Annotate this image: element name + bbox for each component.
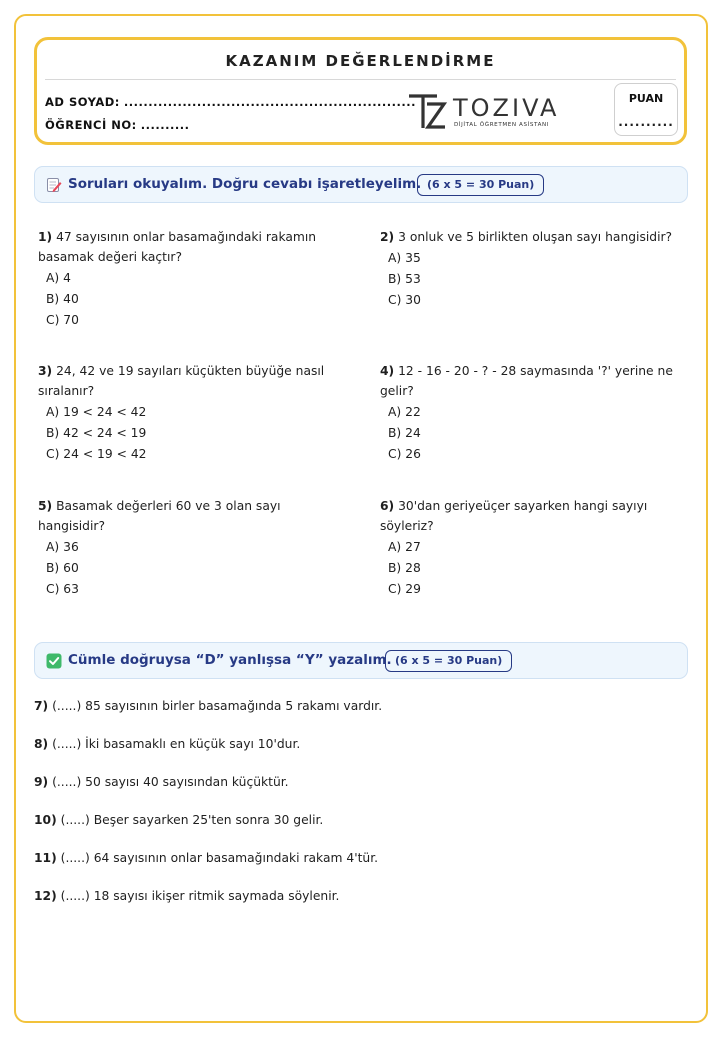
question-text: 30'dan geriyeüçer sayarken hangi sayıyı söyleriz? [380,499,648,533]
statement-text: (.....) 50 sayısı 40 sayısından küçüktür. [48,775,289,789]
option-b[interactable]: B) 42 < 24 < 19 [46,426,147,440]
note-pencil-icon [46,177,62,193]
option-b[interactable]: B) 28 [388,561,421,575]
question-text: 24, 42 ve 19 sayıları küçükten büyüğe nasıl sıralanır? [38,364,325,398]
question-3 [38,361,348,464]
option-c[interactable]: C) 70 [46,313,79,327]
score-label: PUAN [628,92,664,105]
statement-text: (.....) Beşer sayarken 25'ten sonra 30 gelir. [56,813,324,827]
option-c[interactable]: C) 63 [46,582,79,596]
option-b[interactable]: B) 24 [388,426,421,440]
question-number: 5) [38,499,53,513]
question-text: 47 sayısının onlar basamağındaki rakamın basamak değeri kaçtır? [38,230,317,264]
statement-9[interactable] [34,775,289,789]
question-number: 1) [38,230,53,244]
option-c[interactable]: C) 24 < 19 < 42 [46,447,147,461]
question-4 [380,361,690,464]
score-box[interactable] [614,83,678,136]
question-text: Basamak değerleri 60 ve 3 olan sayı hangisidir? [38,499,281,533]
logo-name: TOZIVA [453,94,560,122]
header-divider [45,79,676,80]
logo-subtitle: DİJİTAL ÖĞRETMEN ASİSTANI [454,122,550,128]
option-a[interactable]: A) 36 [46,540,79,554]
section-multiple-choice [34,166,688,203]
statement-number: 10) [34,813,57,827]
question-number: 3) [38,364,53,378]
statement-text: (.....) İki basamaklı en küçük sayı 10'dur. [48,737,301,751]
statement-text: (.....) 64 sayısının onlar basamağındaki rakam 4'tür. [56,851,379,865]
student-number-dots: .......... [140,118,190,132]
student-number-label: ÖĞRENCİ NO: [45,118,137,132]
check-box-icon [46,653,62,669]
option-a[interactable]: A) 27 [388,540,421,554]
question-text: 3 onluk ve 5 birlikten oluşan sayı hangisidir? [394,230,673,244]
option-c[interactable]: C) 30 [388,293,421,307]
header-box [34,37,687,145]
name-dots: ............................................................ [123,95,417,109]
statement-8[interactable] [34,737,300,751]
statement-7[interactable] [34,699,382,713]
statement-number: 8) [34,737,49,751]
page-title: KAZANIM DEĞERLENDİRME [225,52,496,70]
question-5 [38,496,348,599]
section-two-title: Cümle doğruysa “D” yanlışsa “Y” yazalım. [68,652,392,668]
question-6 [380,496,690,599]
statement-number: 7) [34,699,49,713]
option-a[interactable]: A) 19 < 24 < 42 [46,405,147,419]
name-field[interactable] [45,95,416,109]
toziva-logo [407,92,567,134]
option-c[interactable]: C) 29 [388,582,421,596]
statement-number: 11) [34,851,57,865]
statement-text: (.....) 18 sayısı ikişer ritmik saymada söylenir. [56,889,340,903]
student-number-field[interactable] [45,118,189,132]
section-one-points-badge: (6 x 5 = 30 Puan) [417,174,544,196]
statement-12[interactable] [34,889,339,903]
question-1 [38,227,348,330]
option-a[interactable]: A) 22 [388,405,421,419]
name-label: AD SOYAD: [45,95,120,109]
section-true-false [34,642,688,679]
option-a[interactable]: A) 4 [46,271,71,285]
section-two-points-badge: (6 x 5 = 30 Puan) [385,650,512,672]
tz-logo-icon [407,92,447,132]
statement-10[interactable] [34,813,323,827]
statement-number: 9) [34,775,49,789]
score-dots: .......... [618,115,674,129]
question-text: 12 - 16 - 20 - ? - 28 saymasında '?' yerine ne gelir? [380,364,673,398]
option-b[interactable]: B) 40 [46,292,79,306]
statement-11[interactable] [34,851,378,865]
option-b[interactable]: B) 60 [46,561,79,575]
question-2 [380,227,690,310]
section-one-title: Soruları okuyalım. Doğru cevabı işaretleyelim. [68,176,422,192]
question-number: 4) [380,364,395,378]
question-number: 2) [380,230,395,244]
statement-text: (.....) 85 sayısının birler basamağında 5 rakamı vardır. [48,699,383,713]
option-a[interactable]: A) 35 [388,251,421,265]
statement-number: 12) [34,889,57,903]
question-number: 6) [380,499,395,513]
option-b[interactable]: B) 53 [388,272,421,286]
option-c[interactable]: C) 26 [388,447,421,461]
